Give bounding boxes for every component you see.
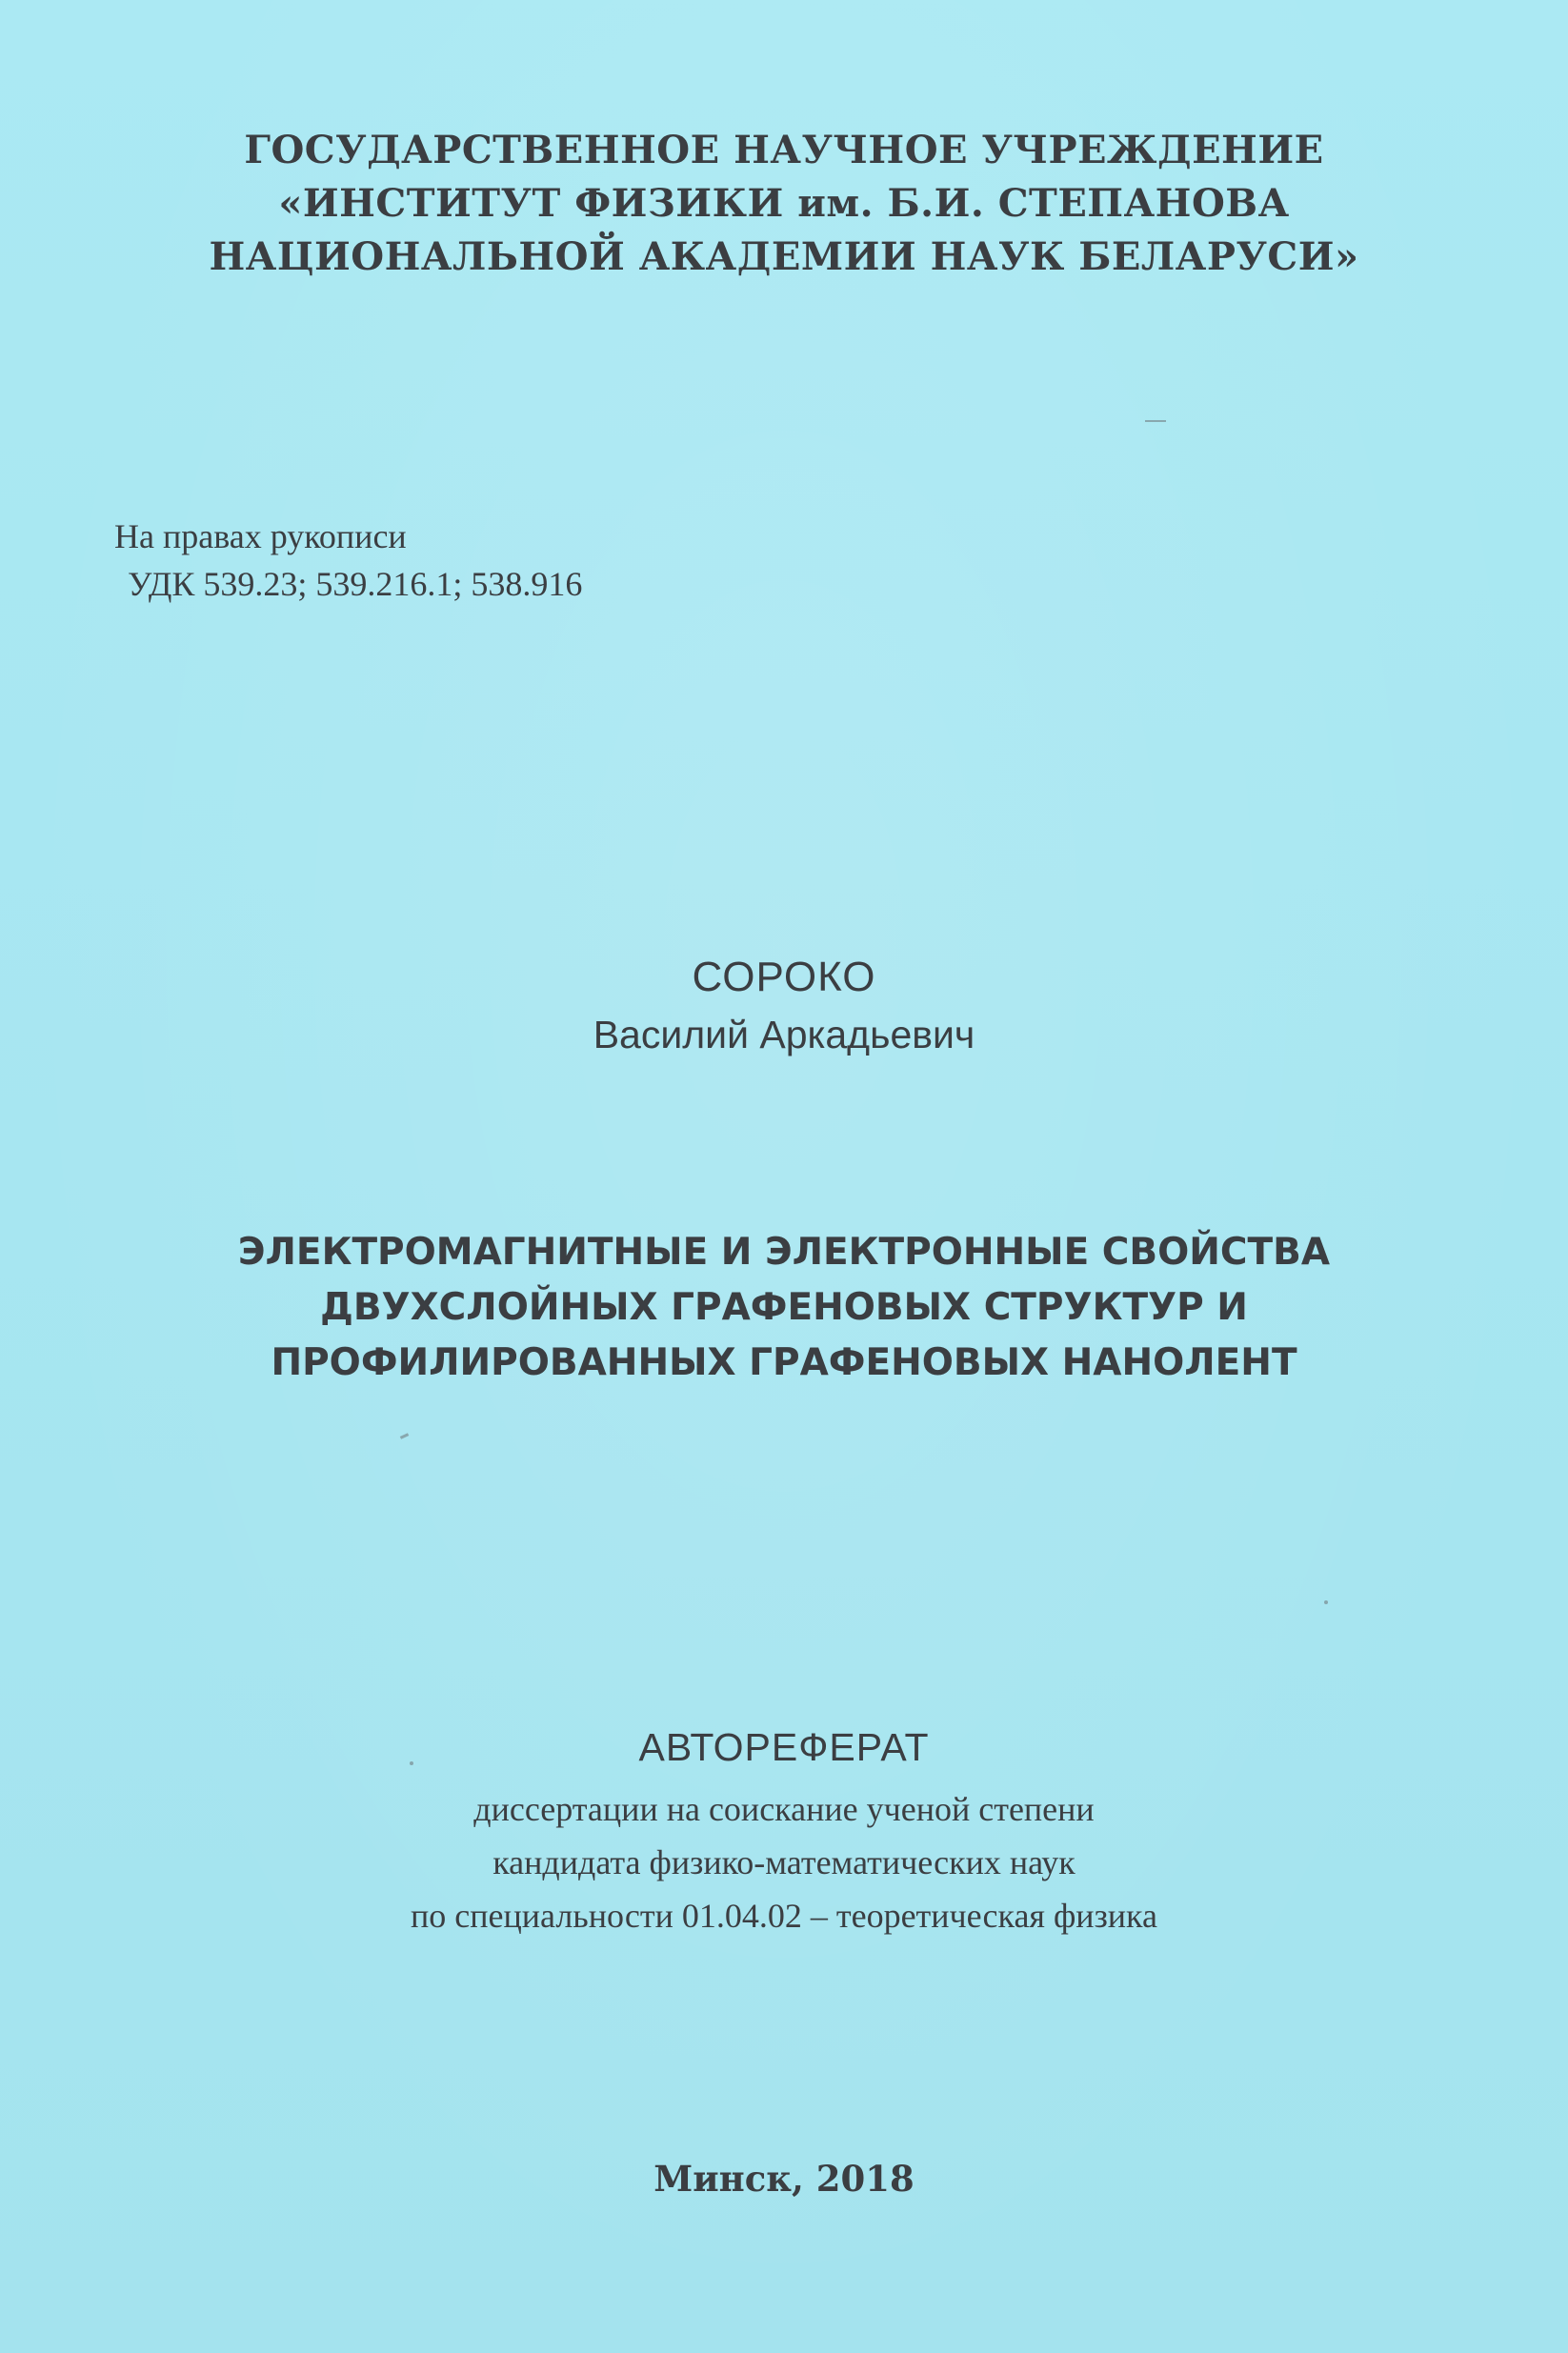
paper-speck xyxy=(410,1761,413,1765)
title-line-3: ПРОФИЛИРОВАННЫХ ГРАФЕНОВЫХ НАНОЛЕНТ xyxy=(271,1341,1297,1384)
manuscript-block xyxy=(114,513,582,608)
city-year: Минск, 2018 xyxy=(653,2158,915,2200)
institution-header xyxy=(0,124,1568,284)
abstract-block xyxy=(0,1718,1568,1942)
title-line-1: ЭЛЕКТРОМАГНИТНЫЕ И ЭЛЕКТРОННЫЕ СВОЙСТВА xyxy=(237,1231,1331,1274)
author-given-names: Василий Аркадьевич xyxy=(593,1013,975,1056)
institution-line-2: «ИНСТИТУТ ФИЗИКИ им. Б.И. СТЕПАНОВА xyxy=(278,181,1290,226)
institution-line-3: НАЦИОНАЛЬНОЙ АКАДЕМИИ НАУК БЕЛАРУСИ» xyxy=(209,234,1359,279)
title-line-2: ДВУХСЛОЙНЫХ ГРАФЕНОВЫХ СТРУКТУР И xyxy=(320,1286,1248,1329)
abstract-line-3: по специальности 01.04.02 – теоретическая физика xyxy=(411,1897,1157,1935)
manuscript-rights: На правах рукописи xyxy=(114,517,407,555)
author-surname: СОРОКО xyxy=(692,954,876,1000)
paper-speck xyxy=(400,1433,409,1439)
paper-speck xyxy=(1145,420,1166,422)
institution-line-1: ГОСУДАРСТВЕННОЕ НАУЧНОЕ УЧРЕЖДЕНИЕ xyxy=(244,128,1324,172)
abstract-line-1: диссертации на соискание ученой степени xyxy=(473,1790,1095,1828)
dissertation-title xyxy=(0,1225,1568,1391)
author-block xyxy=(0,948,1568,1062)
paper-speck xyxy=(1324,1600,1328,1604)
udc-classification: УДК 539.23; 539.216.1; 538.916 xyxy=(128,565,583,603)
abstract-line-2: кандидата физико-математических наук xyxy=(493,1843,1075,1881)
abstract-heading: АВТОРЕФЕРАТ xyxy=(638,1725,930,1769)
